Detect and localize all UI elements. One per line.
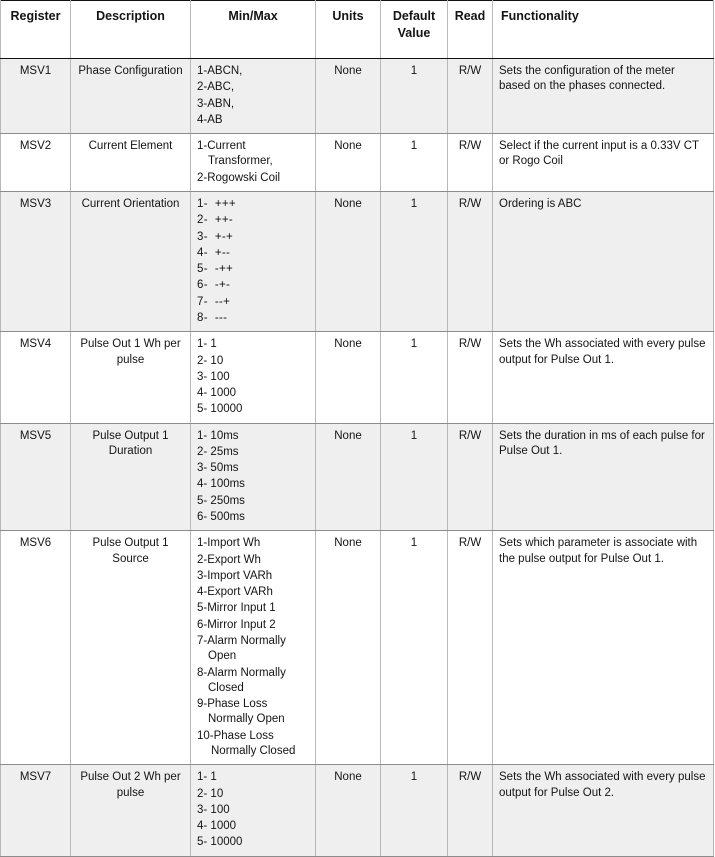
cell-minmax — [191, 531, 316, 765]
column-header-default-value: Default Value — [381, 1, 448, 59]
minmax-option: 3- 100 — [197, 803, 230, 816]
cell-description: Current Orientation — [71, 191, 191, 331]
cell-functionality: Ordering is ABC — [493, 191, 714, 331]
cell-minmax — [191, 423, 316, 531]
minmax-option: 1-ABCN, — [197, 65, 243, 77]
cell-default-value: 1 — [381, 531, 448, 765]
cell-description: Pulse Output 1 Source — [71, 531, 191, 765]
minmax-option: 8- --- — [197, 311, 228, 324]
column-header-read: Read — [448, 1, 493, 59]
minmax-option: 1- +++ — [197, 197, 236, 210]
cell-description: Phase Configuration — [71, 59, 191, 134]
column-header-functionality: Functionality — [493, 1, 714, 59]
cell-units: None — [316, 191, 381, 331]
minmax-option: 9-Phase Loss Normally Open — [197, 698, 285, 726]
minmax-option-list — [197, 337, 309, 417]
minmax-option: 8-Alarm Normally Closed — [197, 666, 290, 694]
table-row — [1, 765, 714, 856]
column-header-units: Units — [316, 1, 381, 59]
minmax-option: 1-Import Wh — [197, 537, 261, 550]
minmax-option: 2- ++- — [197, 214, 233, 227]
minmax-option: 4- 1000 — [197, 820, 237, 833]
cell-read: R/W — [448, 531, 493, 765]
minmax-option: 10-Phase Loss Normally Closed — [197, 729, 296, 757]
cell-units: None — [316, 134, 381, 192]
minmax-option: 7- --+ — [197, 295, 231, 308]
cell-register: MSV6 — [1, 531, 71, 765]
table-body — [1, 59, 714, 857]
table-row — [1, 134, 714, 192]
minmax-option: 5- -++ — [197, 263, 233, 276]
cell-minmax — [191, 765, 316, 856]
minmax-option: 3- 50ms — [197, 462, 239, 475]
table-row — [1, 423, 714, 531]
minmax-option: 2-Rogowski Coil — [197, 171, 281, 184]
minmax-option: 5-Mirror Input 1 — [197, 602, 276, 615]
minmax-option: 3- 100 — [197, 370, 230, 383]
column-header-description: Description — [71, 1, 191, 59]
minmax-option: 4-Export VARh — [197, 586, 273, 599]
minmax-option: 4-AB — [197, 113, 223, 126]
cell-units: None — [316, 59, 381, 134]
cell-functionality: Sets the duration in ms of each pulse for Pulse Out 1. — [493, 423, 714, 531]
cell-units: None — [316, 423, 381, 531]
minmax-option-list — [197, 536, 309, 759]
minmax-option: 6- -+- — [197, 279, 231, 292]
cell-units: None — [316, 332, 381, 423]
header-row — [1, 1, 714, 59]
cell-units: None — [316, 531, 381, 765]
minmax-option: 2-Export Wh — [197, 553, 261, 566]
cell-units: None — [316, 765, 381, 856]
minmax-option-list — [197, 64, 309, 128]
table-row — [1, 59, 714, 134]
minmax-option: 2- 10 — [197, 787, 224, 800]
minmax-option-list — [197, 429, 309, 526]
minmax-option: 2-ABC, — [197, 81, 235, 94]
cell-description: Pulse Out 2 Wh per pulse — [71, 765, 191, 856]
minmax-option: 1- 1 — [197, 771, 217, 784]
cell-functionality: Sets the configuration of the meter based on the phases connected. — [493, 59, 714, 134]
cell-description: Current Element — [71, 134, 191, 192]
cell-read: R/W — [448, 134, 493, 192]
minmax-option-list — [197, 770, 309, 850]
minmax-option: 3-ABN, — [197, 97, 235, 110]
cell-register: MSV2 — [1, 134, 71, 192]
minmax-option: 1-Current Transformer, — [197, 140, 273, 168]
cell-read: R/W — [448, 765, 493, 856]
cell-functionality: Sets the Wh associated with every pulse output for Pulse Out 1. — [493, 332, 714, 423]
cell-functionality: Sets the Wh associated with every pulse output for Pulse Out 2. — [493, 765, 714, 856]
cell-default-value: 1 — [381, 191, 448, 331]
cell-minmax — [191, 134, 316, 192]
minmax-option: 4- 1000 — [197, 387, 237, 400]
table-header — [1, 1, 714, 59]
cell-read: R/W — [448, 332, 493, 423]
cell-default-value: 1 — [381, 765, 448, 856]
cell-description: Pulse Out 1 Wh per pulse — [71, 332, 191, 423]
minmax-option: 2- 25ms — [197, 445, 239, 458]
cell-register: MSV1 — [1, 59, 71, 134]
cell-register: MSV4 — [1, 332, 71, 423]
cell-register: MSV7 — [1, 765, 71, 856]
cell-minmax — [191, 332, 316, 423]
cell-functionality: Sets which parameter is associate with the pulse output for Pulse Out 1. — [493, 531, 714, 765]
cell-description: Pulse Output 1 Duration — [71, 423, 191, 531]
minmax-option: 5- 10000 — [197, 403, 243, 416]
column-header-minmax: Min/Max — [191, 1, 316, 59]
minmax-option: 5- 10000 — [197, 836, 243, 849]
cell-read: R/W — [448, 191, 493, 331]
minmax-option: 2- 10 — [197, 354, 224, 367]
table-row — [1, 332, 714, 423]
minmax-option: 3- +-+ — [197, 230, 233, 243]
table-row — [1, 531, 714, 765]
minmax-option: 7-Alarm Normally Open — [197, 635, 290, 663]
minmax-option: 1- 10ms — [197, 429, 239, 442]
minmax-option: 5- 250ms — [197, 494, 245, 507]
cell-minmax — [191, 59, 316, 134]
minmax-option: 1- 1 — [197, 338, 217, 351]
cell-functionality: Select if the current input is a 0.33V CT or Rogo Coil — [493, 134, 714, 192]
cell-default-value: 1 — [381, 332, 448, 423]
minmax-option-list — [197, 197, 309, 326]
minmax-option-list — [197, 139, 309, 186]
cell-register: MSV3 — [1, 191, 71, 331]
minmax-option: 6-Mirror Input 2 — [197, 618, 276, 631]
cell-read: R/W — [448, 59, 493, 134]
minmax-option: 3-Import VARh — [197, 569, 273, 582]
table-row — [1, 191, 714, 331]
minmax-option: 4- 100ms — [197, 478, 245, 491]
minmax-option: 4- +-- — [197, 246, 231, 259]
cell-default-value: 1 — [381, 423, 448, 531]
cell-default-value: 1 — [381, 134, 448, 192]
column-header-register: Register — [1, 1, 71, 59]
cell-minmax — [191, 191, 316, 331]
cell-register: MSV5 — [1, 423, 71, 531]
minmax-option: 6- 500ms — [197, 511, 245, 524]
cell-read: R/W — [448, 423, 493, 531]
cell-default-value: 1 — [381, 59, 448, 134]
